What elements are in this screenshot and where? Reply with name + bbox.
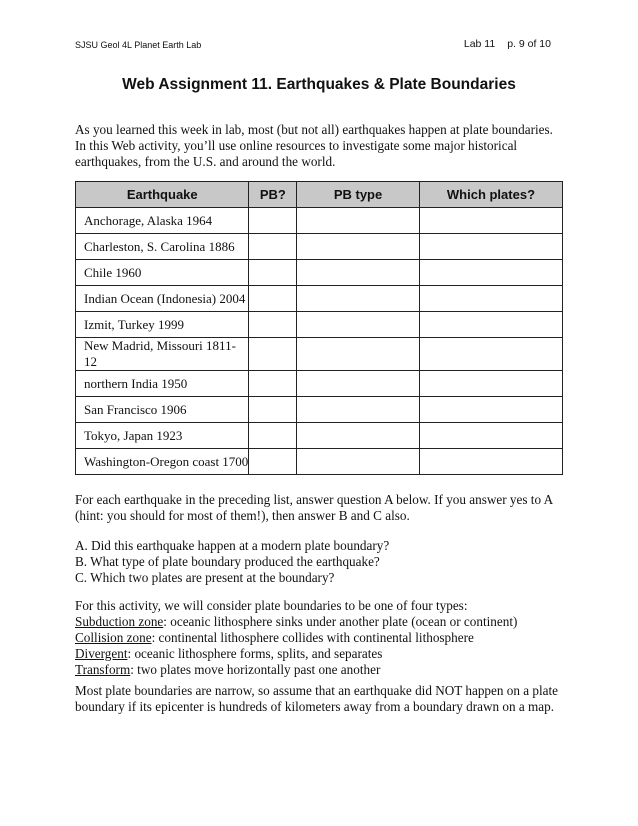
- type-desc: : oceanic lithosphere forms, splits, and separates: [127, 646, 383, 661]
- pb-type-cell[interactable]: [297, 338, 420, 371]
- earthquake-table: [75, 181, 563, 475]
- pb-cell[interactable]: [249, 371, 297, 397]
- which-plates-cell[interactable]: [419, 260, 562, 286]
- table-row: [76, 208, 563, 234]
- closing-paragraph: Most plate boundaries are narrow, so assume that an earthquake did NOT happen on a plate boundary if its epicenter is hundreds of kilometers away from a boundary drawn on a map.: [75, 683, 559, 714]
- type-desc: : two plates move horizontally past one another: [130, 662, 381, 677]
- pb-cell[interactable]: [249, 208, 297, 234]
- table-row: [76, 449, 563, 475]
- pb-type-cell[interactable]: [297, 423, 420, 449]
- pb-cell[interactable]: [249, 234, 297, 260]
- earthquake-cell: Tokyo, Japan 1923: [76, 423, 249, 449]
- lab-number: Lab 11: [463, 38, 496, 50]
- type-name: Collision zone: [75, 630, 152, 645]
- pb-type-cell[interactable]: [297, 260, 420, 286]
- type-name: Divergent: [75, 646, 128, 661]
- pb-cell[interactable]: [249, 338, 297, 371]
- table-row: [76, 338, 563, 371]
- pb-cell[interactable]: [249, 312, 297, 338]
- type-divergent: [75, 646, 565, 662]
- table-row: [76, 312, 563, 338]
- questions-list: [75, 538, 565, 586]
- type-collision: [75, 630, 565, 646]
- instructions-paragraph: For each earthquake in the preceding list, answer question A below. If you answer yes to A (hint: you should for most of them!), then answer B and C also.: [75, 492, 553, 523]
- earthquake-cell: San Francisco 1906: [76, 397, 249, 423]
- earthquake-cell: Indian Ocean (Indonesia) 2004: [76, 286, 249, 312]
- earthquake-cell: Anchorage, Alaska 1964: [76, 208, 249, 234]
- which-plates-cell[interactable]: [419, 423, 562, 449]
- column-header-pb: PB?: [249, 182, 297, 208]
- table-row: [76, 286, 563, 312]
- page-info: [452, 38, 551, 50]
- pb-cell[interactable]: [249, 260, 297, 286]
- which-plates-cell[interactable]: [419, 397, 562, 423]
- earthquake-cell: Chile 1960: [76, 260, 249, 286]
- column-header-pb-type: PB type: [297, 182, 420, 208]
- type-subduction: [75, 614, 565, 630]
- which-plates-cell[interactable]: [419, 286, 562, 312]
- earthquake-cell: northern India 1950: [76, 371, 249, 397]
- earthquake-cell: Washington-Oregon coast 1700: [76, 449, 249, 475]
- pb-type-cell[interactable]: [297, 234, 420, 260]
- table-row: [76, 260, 563, 286]
- intro-paragraph: As you learned this week in lab, most (but not all) earthquakes happen at plate boundaries. In this Web activity, you’ll use online resources to investigate some major historical earthquakes, from the U.S. and around the world.: [75, 122, 553, 169]
- types-intro: For this activity, we will consider plate boundaries to be one of four types:: [75, 598, 468, 613]
- type-desc: : oceanic lithosphere sinks under another plate (ocean or continent): [163, 614, 518, 629]
- earthquake-cell: Izmit, Turkey 1999: [76, 312, 249, 338]
- pb-cell[interactable]: [249, 286, 297, 312]
- pb-type-cell[interactable]: [297, 312, 420, 338]
- table-row: [76, 397, 563, 423]
- question-a: A. Did this earthquake happen at a modern plate boundary?: [75, 538, 390, 553]
- table-row: [76, 371, 563, 397]
- which-plates-cell[interactable]: [419, 234, 562, 260]
- pb-cell[interactable]: [249, 397, 297, 423]
- table-body: [76, 208, 563, 475]
- type-transform: [75, 662, 565, 678]
- column-header-earthquake: Earthquake: [76, 182, 249, 208]
- question-b: B. What type of plate boundary produced the earthquake?: [75, 554, 380, 569]
- which-plates-cell[interactable]: [419, 449, 562, 475]
- column-header-which-plates: Which plates?: [419, 182, 562, 208]
- pb-type-cell[interactable]: [297, 371, 420, 397]
- type-name: Subduction zone: [75, 614, 164, 629]
- table-header-row: [76, 182, 563, 208]
- page-number: p. 9 of 10: [507, 38, 551, 50]
- page-title: Web Assignment 11. Earthquakes & Plate Boundaries: [122, 76, 516, 93]
- boundary-types: [75, 598, 565, 678]
- question-c: C. Which two plates are present at the boundary?: [75, 570, 335, 585]
- table-row: [76, 423, 563, 449]
- pb-type-cell[interactable]: [297, 397, 420, 423]
- table-row: [76, 234, 563, 260]
- type-name: Transform: [75, 662, 131, 677]
- which-plates-cell[interactable]: [419, 208, 562, 234]
- which-plates-cell[interactable]: [419, 371, 562, 397]
- which-plates-cell[interactable]: [419, 338, 562, 371]
- course-header: SJSU Geol 4L Planet Earth Lab: [75, 40, 202, 50]
- pb-type-cell[interactable]: [297, 208, 420, 234]
- pb-cell[interactable]: [249, 423, 297, 449]
- earthquake-cell: Charleston, S. Carolina 1886: [76, 234, 249, 260]
- which-plates-cell[interactable]: [419, 312, 562, 338]
- pb-type-cell[interactable]: [297, 449, 420, 475]
- pb-type-cell[interactable]: [297, 286, 420, 312]
- earthquake-cell: New Madrid, Missouri 1811-12: [76, 338, 249, 371]
- type-desc: : continental lithosphere collides with continental lithosphere: [151, 630, 474, 645]
- pb-cell[interactable]: [249, 449, 297, 475]
